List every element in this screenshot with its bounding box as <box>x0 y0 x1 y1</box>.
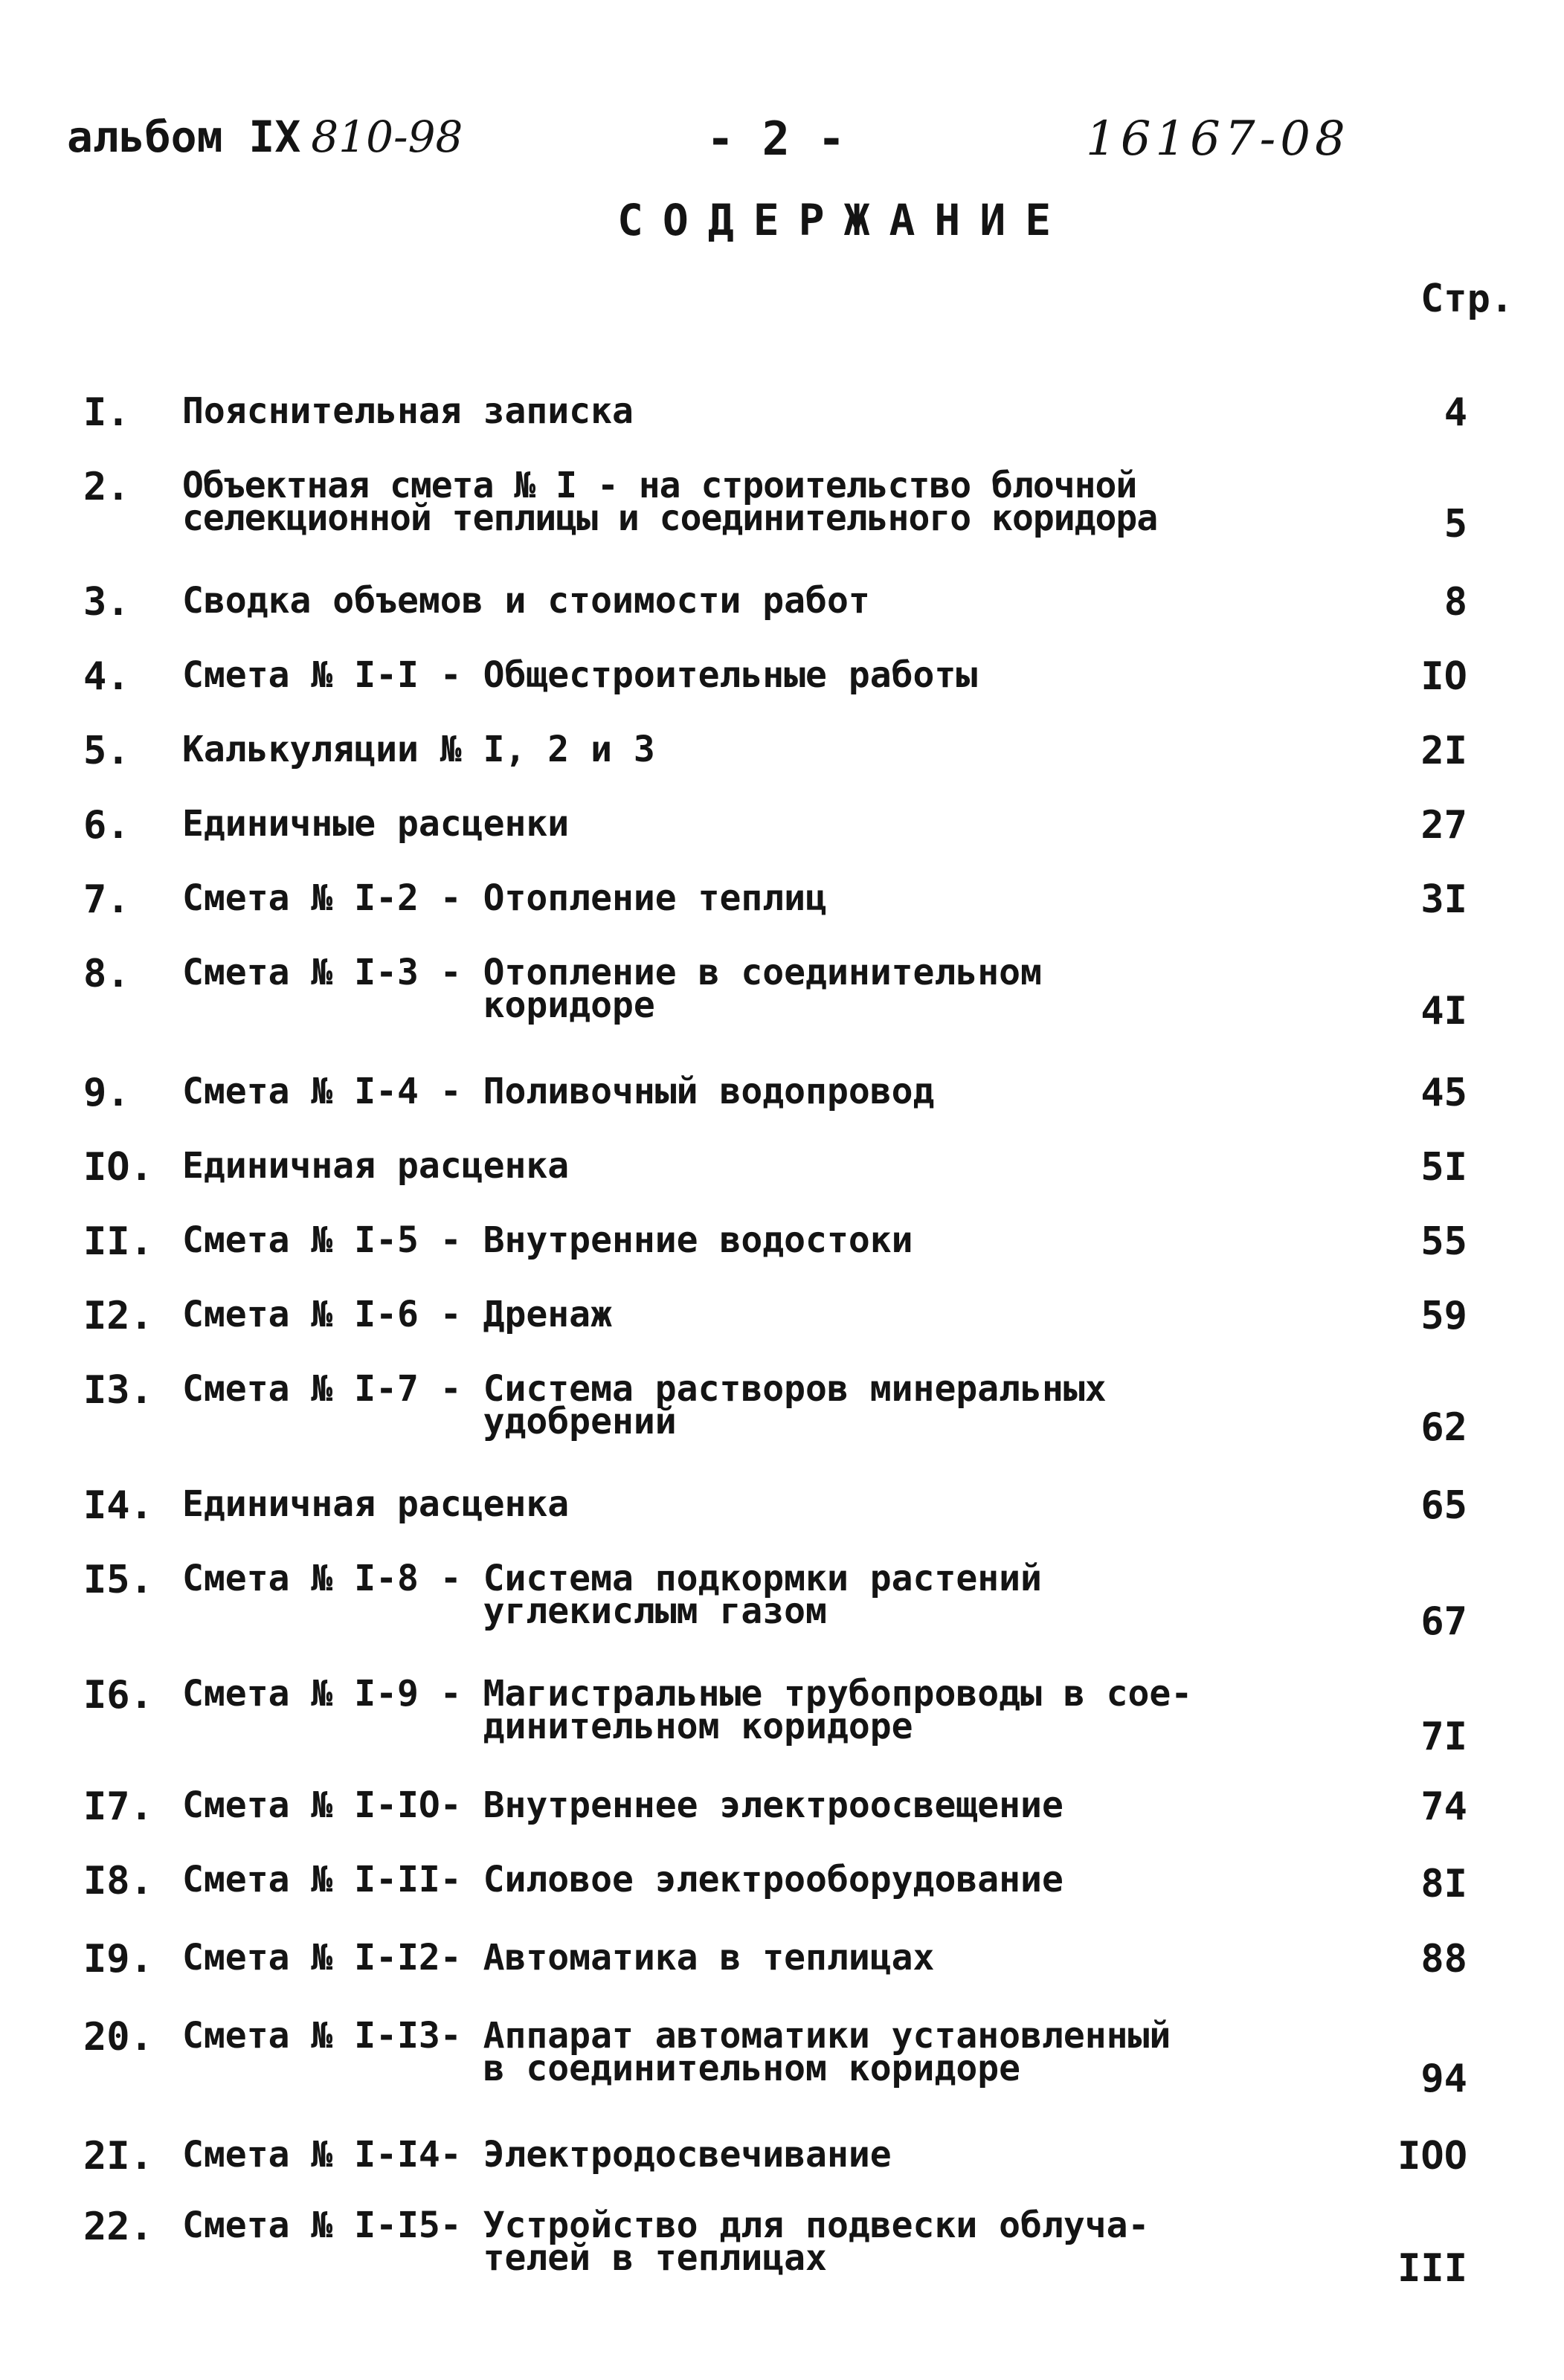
toc-page: 74 <box>1420 1784 1467 1829</box>
toc-number: I4. <box>83 1483 153 1528</box>
toc-number: I3. <box>83 1368 153 1413</box>
toc-text-line: Смета № I-7 - Система растворов минеральных <box>182 1368 1107 1410</box>
page-column-label: Стр. <box>1420 277 1514 321</box>
toc-number: I7. <box>83 1784 153 1829</box>
toc-text-line: Смета № I-I3- Аппарат автоматики установленный <box>182 2015 1171 2057</box>
toc-page: 65 <box>1420 1483 1467 1528</box>
toc-page: 59 <box>1420 1294 1467 1338</box>
toc-page: III <box>1397 2246 1467 2291</box>
toc-number: 9. <box>83 1071 130 1115</box>
toc-number: 22. <box>83 2205 153 2249</box>
toc-page: 4I <box>1420 989 1467 1033</box>
toc-text-line: Сводка объемов и стоимости работ <box>182 580 870 622</box>
album-handwritten-number: 810-98 <box>311 112 463 162</box>
toc-number: I6. <box>83 1673 153 1718</box>
toc-page: 7I <box>1420 1715 1467 1759</box>
toc-page: 88 <box>1420 1937 1467 1981</box>
toc-number: 20. <box>83 2015 153 2060</box>
toc-number: II. <box>83 1219 153 1264</box>
toc-text-line: Объектная смета № I - на строительство блочной <box>182 465 1137 506</box>
toc-text-line: углекислым газом <box>182 1590 827 1632</box>
toc-page: 3I <box>1420 877 1467 922</box>
album-label <box>67 112 463 162</box>
toc-text-line: Смета № I-I4- Электродосвечивание <box>182 2134 892 2176</box>
toc-text-line: в соединительном коридоре <box>182 2048 1021 2089</box>
toc-page: 45 <box>1420 1071 1467 1115</box>
toc-text-line: удобрений <box>182 1401 677 1442</box>
toc-text-line: Смета № I-5 - Внутренние водостоки <box>182 1219 913 1261</box>
page-number: - 2 - <box>707 112 846 166</box>
toc-text-line: Пояснительная записка <box>182 390 634 432</box>
document-code: 16167-08 <box>1086 112 1350 167</box>
toc-number: 5. <box>83 729 130 773</box>
toc-page: 27 <box>1420 803 1467 848</box>
toc-text-line: коридоре <box>182 984 655 1026</box>
toc-text-line: Смета № I-4 - Поливочный водопровод <box>182 1071 935 1112</box>
page-title: СОДЕРЖАНИЕ <box>617 195 1071 245</box>
toc-number: 3. <box>83 580 130 625</box>
toc-page: 5I <box>1420 1145 1467 1190</box>
toc-page: 8 <box>1444 580 1467 625</box>
toc-number: IO. <box>83 1145 153 1190</box>
toc-page: IOO <box>1397 2134 1467 2179</box>
toc-text-line: Смета № I-I - Общестроительные работы <box>182 654 978 696</box>
toc-text-line: Смета № I-6 - Дренаж <box>182 1294 612 1335</box>
toc-text-line: Смета № I-I2- Автоматика в теплицах <box>182 1937 935 1979</box>
toc-text-line: селекционной теплицы и соединительного коридора <box>182 497 1158 539</box>
toc-text-line: Смета № I-9 - Магистральные трубопроводы в сое- <box>182 1673 1193 1715</box>
toc-page: 67 <box>1420 1599 1467 1644</box>
toc-page: 94 <box>1420 2057 1467 2101</box>
toc-text-line: Смета № I-IO- Внутреннее электроосвещение <box>182 1784 1063 1826</box>
album-text: альбом IX <box>67 112 301 162</box>
toc-page: 2I <box>1420 729 1467 773</box>
toc-number: 8. <box>83 952 130 996</box>
toc-page: 8I <box>1420 1862 1467 1906</box>
toc-text-line: Единичные расценки <box>182 803 570 845</box>
toc-text-line: Смета № I-3 - Отопление в соединительном <box>182 952 1042 993</box>
toc-text-line: Смета № I-8 - Система подкормки растений <box>182 1558 1042 1599</box>
toc-text-line: Смета № I-2 - Отопление теплиц <box>182 877 827 919</box>
toc-number: 6. <box>83 803 130 848</box>
toc-number: 4. <box>83 654 130 699</box>
toc-text-line: Единичная расценка <box>182 1483 570 1525</box>
toc-number: I2. <box>83 1294 153 1338</box>
toc-number: I8. <box>83 1859 153 1903</box>
toc-page: 4 <box>1444 390 1467 435</box>
toc-number: 2I. <box>83 2134 153 2179</box>
toc-number: I. <box>83 390 130 435</box>
toc-text-line: Калькуляции № I, 2 и 3 <box>182 729 655 770</box>
toc-text-line: Единичная расценка <box>182 1145 570 1187</box>
toc-number: I5. <box>83 1558 153 1602</box>
toc-page: 62 <box>1420 1405 1467 1450</box>
toc-text-line: телей в теплицах <box>182 2237 827 2279</box>
toc-text-line: динительном коридоре <box>182 1706 913 1747</box>
toc-page: IO <box>1420 654 1467 699</box>
toc-number: 7. <box>83 877 130 922</box>
toc-text-line: Смета № I-II- Силовое электрооборудование <box>182 1859 1063 1900</box>
toc-page: 5 <box>1444 502 1467 546</box>
toc-text-line: Смета № I-I5- Устройство для подвески облуча- <box>182 2205 1150 2246</box>
toc-page: 55 <box>1420 1219 1467 1264</box>
toc-number: I9. <box>83 1937 153 1981</box>
toc-number: 2. <box>83 465 130 509</box>
